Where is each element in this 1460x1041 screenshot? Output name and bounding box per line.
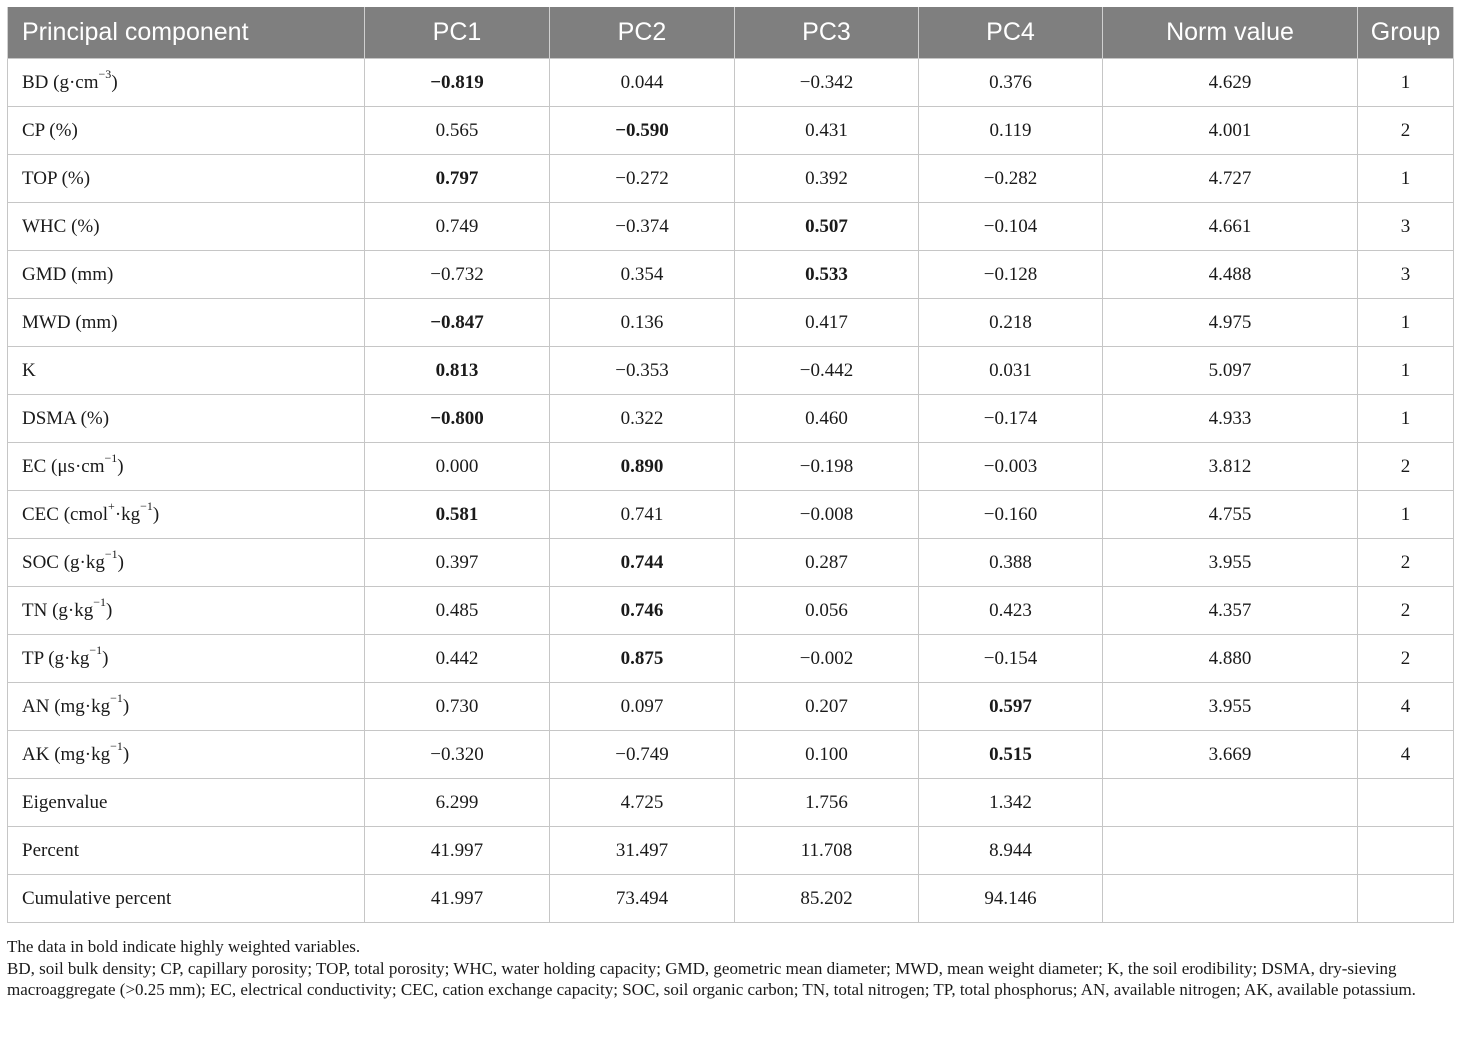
pc4-cell: 0.031	[919, 347, 1103, 395]
unit-end: )	[152, 503, 160, 525]
norm-value-cell: 4.001	[1103, 107, 1358, 155]
variable-unit: (%)	[49, 119, 78, 141]
pc1-cell: −0.819	[365, 59, 550, 107]
norm-value-cell: 5.097	[1103, 347, 1358, 395]
norm-value-cell	[1103, 875, 1358, 923]
group-cell: 1	[1358, 395, 1454, 443]
pc4-cell: 94.146	[919, 875, 1103, 923]
table-header-row	[8, 7, 1454, 59]
group-cell: 2	[1358, 635, 1454, 683]
variable-name: CP	[22, 119, 45, 141]
pc3-cell: 1.756	[735, 779, 919, 827]
table-row	[8, 539, 1454, 587]
variable-name: AK	[22, 743, 50, 765]
variable-name: SOC	[22, 551, 59, 573]
pc2-cell: 0.044	[550, 59, 735, 107]
group-cell	[1358, 875, 1454, 923]
norm-value-cell: 3.955	[1103, 539, 1358, 587]
norm-value-cell: 4.357	[1103, 587, 1358, 635]
pc3-cell: 0.431	[735, 107, 919, 155]
pc1-cell: −0.732	[365, 251, 550, 299]
pc4-cell: −0.282	[919, 155, 1103, 203]
unit-end: )	[122, 743, 130, 765]
variable-name: MWD	[22, 311, 71, 333]
pc3-cell: −0.008	[735, 491, 919, 539]
variable-unit: (g·kg	[63, 551, 105, 573]
table-footnotes	[7, 936, 1453, 1001]
pc1-cell: 0.565	[365, 107, 550, 155]
variable-name: DSMA	[22, 407, 76, 429]
pc3-cell: −0.002	[735, 635, 919, 683]
variable-unit: (g·kg	[48, 647, 90, 669]
pc1-cell: 0.813	[365, 347, 550, 395]
variable-name: TOP	[22, 167, 57, 189]
variable-unit: (mg·kg	[54, 743, 111, 765]
pc3-cell: 85.202	[735, 875, 919, 923]
norm-value-cell: 3.669	[1103, 731, 1358, 779]
table-row	[8, 251, 1454, 299]
unit-superscript: −1	[93, 595, 107, 610]
norm-value-cell: 4.661	[1103, 203, 1358, 251]
table-row	[8, 827, 1454, 875]
variable-name: BD	[22, 71, 49, 93]
header-pc1: PC1	[365, 7, 550, 59]
unit-end: )	[106, 599, 113, 621]
norm-value-cell: 4.755	[1103, 491, 1358, 539]
variable-unit: (%)	[61, 167, 91, 189]
pc1-cell: 0.749	[365, 203, 550, 251]
unit-superscript: −1	[104, 451, 118, 466]
row-label	[8, 155, 365, 203]
group-cell: 2	[1358, 443, 1454, 491]
pc1-cell: 41.997	[365, 827, 550, 875]
row-label	[8, 827, 365, 875]
pc4-cell: 1.342	[919, 779, 1103, 827]
norm-value-cell: 3.955	[1103, 683, 1358, 731]
table-row	[8, 587, 1454, 635]
variable-unit: (mm)	[75, 311, 118, 333]
group-cell: 4	[1358, 731, 1454, 779]
pc4-cell: −0.104	[919, 203, 1103, 251]
group-cell: 4	[1358, 683, 1454, 731]
pc1-cell: 0.000	[365, 443, 550, 491]
pc3-cell: 0.056	[735, 587, 919, 635]
pc3-cell: −0.442	[735, 347, 919, 395]
pc2-cell: 0.136	[550, 299, 735, 347]
variable-name: WHC	[22, 215, 67, 237]
pc2-cell: 0.097	[550, 683, 735, 731]
variable-unit: (g·cm	[53, 71, 99, 93]
variable-name: GMD	[22, 263, 67, 285]
pc2-cell: 0.890	[550, 443, 735, 491]
pc3-cell: 0.533	[735, 251, 919, 299]
variable-unit: (mm)	[71, 263, 114, 285]
norm-value-cell: 4.880	[1103, 635, 1358, 683]
pc2-cell: −0.374	[550, 203, 735, 251]
variable-unit: (%)	[80, 407, 110, 429]
variable-name: TN	[22, 599, 48, 621]
variable-name: AN	[22, 695, 50, 717]
norm-value-cell	[1103, 779, 1358, 827]
group-cell: 1	[1358, 59, 1454, 107]
group-cell: 1	[1358, 491, 1454, 539]
row-label	[8, 203, 365, 251]
norm-value-cell: 4.727	[1103, 155, 1358, 203]
norm-value-cell: 3.812	[1103, 443, 1358, 491]
group-cell: 3	[1358, 203, 1454, 251]
pc2-cell: 4.725	[550, 779, 735, 827]
pc1-cell: 0.442	[365, 635, 550, 683]
pc2-cell: 0.322	[550, 395, 735, 443]
variable-name: Percent	[22, 839, 79, 861]
unit-superscript: −1	[140, 499, 153, 514]
variable-unit: (mg·kg	[54, 695, 111, 717]
pc3-cell: −0.342	[735, 59, 919, 107]
bold-footnote: The data in bold indicate highly weighted variables.	[7, 937, 361, 956]
row-label	[8, 731, 365, 779]
table-row	[8, 635, 1454, 683]
group-cell: 1	[1358, 299, 1454, 347]
variable-name: CEC	[22, 503, 59, 525]
unit-superscript: +	[108, 499, 115, 514]
pca-loadings-table	[7, 7, 1454, 923]
abbreviation-footnote: BD, soil bulk density; CP, capillary porosity; TOP, total porosity; WHC, water holding capacity; GMD, geometric mean diameter; MWD, mean weight diameter; K, the soil erodibility; DSMA, dry-sieving macroaggregate (>0.25 mm); EC, electrical conductivity; CEC, cation exchange capacity; SOC, soil organic carbon; TN, total nitrogen; TP, total phosphorus; AN, available nitrogen; AK, available potassium.	[7, 958, 1416, 999]
norm-value-cell	[1103, 827, 1358, 875]
pc2-cell: 0.741	[550, 491, 735, 539]
table-row	[8, 107, 1454, 155]
norm-value-cell: 4.488	[1103, 251, 1358, 299]
table-row	[8, 491, 1454, 539]
pc1-cell: 0.797	[365, 155, 550, 203]
row-label	[8, 59, 365, 107]
pc1-cell: 6.299	[365, 779, 550, 827]
variable-unit: (%)	[71, 215, 100, 237]
row-label	[8, 251, 365, 299]
unit-superscript: −1	[110, 739, 123, 754]
group-cell: 1	[1358, 347, 1454, 395]
variable-name: Cumulative percent	[22, 887, 172, 909]
pc2-cell: 73.494	[550, 875, 735, 923]
norm-value-cell: 4.629	[1103, 59, 1358, 107]
unit-end: )	[117, 455, 124, 477]
pc4-cell: 0.218	[919, 299, 1103, 347]
group-cell: 1	[1358, 155, 1454, 203]
pca-table-container	[7, 7, 1453, 923]
pc2-cell: 0.744	[550, 539, 735, 587]
pc2-cell: −0.749	[550, 731, 735, 779]
pc4-cell: −0.003	[919, 443, 1103, 491]
header-group: Group	[1358, 7, 1454, 59]
pc2-cell: −0.590	[550, 107, 735, 155]
pc4-cell: −0.154	[919, 635, 1103, 683]
row-label	[8, 347, 365, 395]
table-row	[8, 59, 1454, 107]
unit-end: )	[102, 647, 109, 669]
pc3-cell: −0.198	[735, 443, 919, 491]
pc2-cell: 0.875	[550, 635, 735, 683]
table-row	[8, 443, 1454, 491]
pc1-cell: −0.320	[365, 731, 550, 779]
row-label	[8, 107, 365, 155]
group-cell: 2	[1358, 587, 1454, 635]
group-cell: 2	[1358, 539, 1454, 587]
pc4-cell: −0.128	[919, 251, 1103, 299]
pc3-cell: 0.287	[735, 539, 919, 587]
pc4-cell: 0.597	[919, 683, 1103, 731]
pc3-cell: 0.207	[735, 683, 919, 731]
row-label	[8, 635, 365, 683]
pc1-cell: 0.730	[365, 683, 550, 731]
row-label	[8, 443, 365, 491]
pc4-cell: 0.388	[919, 539, 1103, 587]
pc2-cell: 0.354	[550, 251, 735, 299]
table-row	[8, 683, 1454, 731]
norm-value-cell: 4.933	[1103, 395, 1358, 443]
pc1-cell: 0.485	[365, 587, 550, 635]
pc1-cell: 0.581	[365, 491, 550, 539]
unit-end: )	[122, 695, 130, 717]
pc4-cell: 0.515	[919, 731, 1103, 779]
row-label	[8, 875, 365, 923]
table-row	[8, 731, 1454, 779]
row-label	[8, 587, 365, 635]
pc2-cell: 31.497	[550, 827, 735, 875]
row-label	[8, 395, 365, 443]
header-pc2: PC2	[550, 7, 735, 59]
pc4-cell: −0.174	[919, 395, 1103, 443]
unit-superscript: −1	[89, 643, 103, 658]
table-row	[8, 155, 1454, 203]
unit-superscript: −3	[98, 67, 112, 82]
variable-unit: (μs·cm	[51, 455, 105, 477]
pc4-cell: −0.160	[919, 491, 1103, 539]
unit-end: ·kg	[114, 503, 141, 525]
pc3-cell: 0.392	[735, 155, 919, 203]
table-row	[8, 347, 1454, 395]
header-norm-value: Norm value	[1103, 7, 1358, 59]
group-cell: 2	[1358, 107, 1454, 155]
variable-name: Eigenvalue	[22, 791, 108, 813]
header-pc4: PC4	[919, 7, 1103, 59]
group-cell: 3	[1358, 251, 1454, 299]
header-pc3: PC3	[735, 7, 919, 59]
variable-unit: (g·kg	[52, 599, 94, 621]
variable-name: K	[22, 359, 36, 381]
norm-value-cell: 4.975	[1103, 299, 1358, 347]
pc2-cell: −0.272	[550, 155, 735, 203]
pc1-cell: 0.397	[365, 539, 550, 587]
pc3-cell: 0.100	[735, 731, 919, 779]
unit-end: )	[111, 71, 118, 93]
table-row	[8, 779, 1454, 827]
header-principal-component: Principal component	[8, 7, 365, 59]
table-body	[8, 59, 1454, 923]
variable-unit: (cmol	[63, 503, 109, 525]
pc4-cell: 8.944	[919, 827, 1103, 875]
group-cell	[1358, 827, 1454, 875]
row-label	[8, 683, 365, 731]
pc3-cell: 0.460	[735, 395, 919, 443]
pc1-cell: −0.847	[365, 299, 550, 347]
pc2-cell: −0.353	[550, 347, 735, 395]
group-cell	[1358, 779, 1454, 827]
pc4-cell: 0.119	[919, 107, 1103, 155]
unit-superscript: −1	[104, 547, 118, 562]
variable-name: EC	[22, 455, 47, 477]
table-row	[8, 203, 1454, 251]
row-label	[8, 299, 365, 347]
unit-end: )	[117, 551, 124, 573]
row-label	[8, 539, 365, 587]
pc2-cell: 0.746	[550, 587, 735, 635]
table-row	[8, 299, 1454, 347]
table-row	[8, 395, 1454, 443]
unit-superscript: −1	[110, 691, 123, 706]
variable-name: TP	[22, 647, 44, 669]
pc1-cell: 41.997	[365, 875, 550, 923]
pc4-cell: 0.423	[919, 587, 1103, 635]
pc3-cell: 0.417	[735, 299, 919, 347]
row-label	[8, 491, 365, 539]
pc1-cell: −0.800	[365, 395, 550, 443]
table-row	[8, 875, 1454, 923]
pc3-cell: 11.708	[735, 827, 919, 875]
pc3-cell: 0.507	[735, 203, 919, 251]
pc4-cell: 0.376	[919, 59, 1103, 107]
row-label	[8, 779, 365, 827]
